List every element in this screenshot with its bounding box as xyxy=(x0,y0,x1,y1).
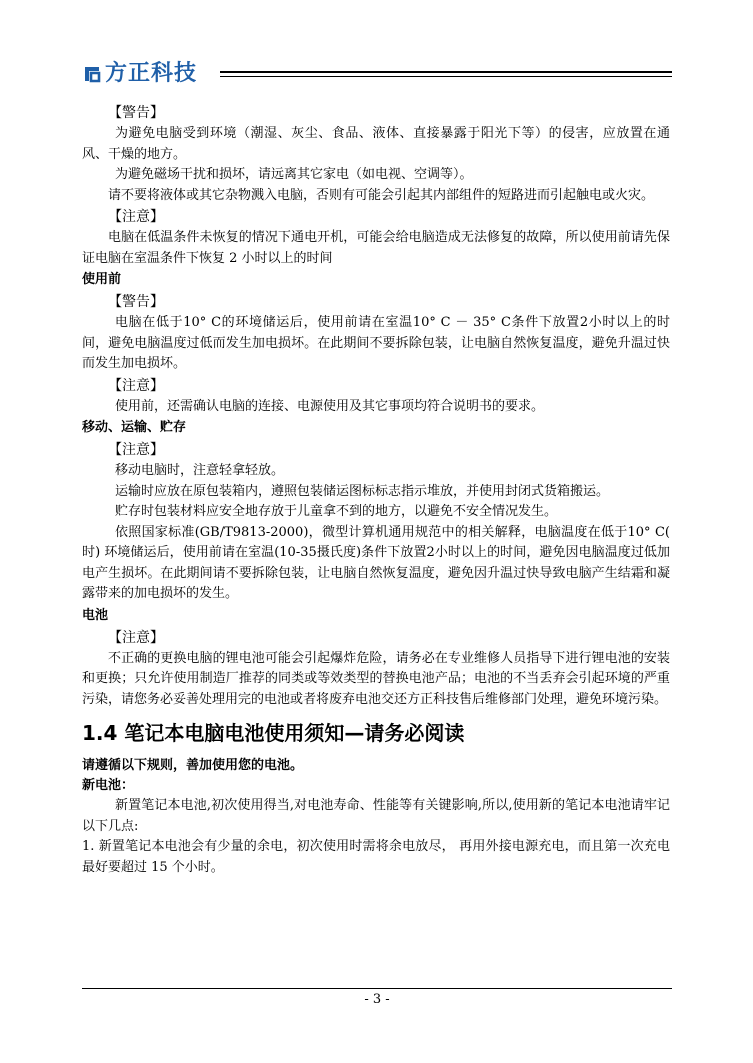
body-paragraph: 请不要将液体或其它杂物溅入电脑，否则有可能会引起其内部组件的短路进而引起触电或火灾。 xyxy=(108,187,655,203)
body-paragraph: 电脑在低于10° C的环境储运后，使用前请在室温10° C － 35° C条件下放置2小时以上的时间，避免电脑温度过低而发生加电损坏。在此期间不要拆除包装，让电脑自然恢复温度，避免升温过快而发生加电损坏。 xyxy=(82,315,670,371)
body-paragraph: 为避免电脑受到环境（潮湿、灰尘、食品、液体、直接暴露于阳光下等）的侵害，应放置在通风、干燥的地方。 xyxy=(82,126,670,162)
page-header xyxy=(82,58,672,90)
section-heading: 使用前 xyxy=(82,272,122,287)
body-paragraph: 依照国家标准(GB/T9813-2000)，微型计算机通用规范中的相关解释，电脑温度在低于10° C( 时) 环境储运后，使用前请在室温(10-35摄氏度)条件下放置2小时以上的时间，避免因电脑温度过低加电产生损坏。在此期间请不要拆除包装，让电脑自然恢复温度，避免因升温过快导致电脑产生结霜和凝露带来的加电损坏的发生。 xyxy=(82,524,670,601)
notice-label: 【警告】 xyxy=(108,294,164,310)
body-paragraph: 新置笔记本电池,初次使用得当,对电池寿命、性能等有关键影响,所以,使用新的笔记本电池请牢记以下几点: xyxy=(82,798,670,834)
body-paragraph: 使用前，还需确认电脑的连接、电源使用及其它事项均符合说明书的要求。 xyxy=(115,398,545,414)
header-rule-thin xyxy=(220,76,672,77)
notice-label: 【注意】 xyxy=(108,629,164,646)
footer-rule xyxy=(82,988,672,989)
body-paragraph: 不正确的更换电脑的锂电池可能会引起爆炸危险，请务必在专业维修人员指导下进行锂电池的安装和更换；只允许使用制造厂推荐的同类或等效类型的替换电池产品；电池的不当丢弃会引起环境的严重污染，请您务必妥善处理用完的电池或者将废弃电池交还方正科技售后维修部门处理，避免环境污染。 xyxy=(82,650,670,707)
notice-label: 【注意】 xyxy=(108,377,164,394)
body-paragraph: 电脑在低温条件未恢复的情况下通电开机，可能会给电脑造成无法修复的故障，所以使用前请先保证电脑在室温条件下恢复 2 小时以上的时间 xyxy=(82,230,670,266)
body-paragraph: 贮存时包装材料应安全地存放于儿童拿不到的地方，以避免不安全情况发生。 xyxy=(115,504,558,519)
body-paragraph: 1. 新置笔记本电池会有少量的余电，初次使用时需将余电放尽， 再用外接电源充电，而且第一次充电最好要超过 15 个小时。 xyxy=(82,839,670,875)
body-paragraph: 运输时应放在原包装箱内，遵照包装储运图标标志指示堆放，并使用封闭式货箱搬运。 xyxy=(115,483,610,499)
chapter-heading: 1.4 笔记本电脑电池使用须知—请务必阅读 xyxy=(82,721,465,745)
document-body xyxy=(82,102,670,878)
body-paragraph: 为避免磁场干扰和损坏，请远离其它家电（如电视、空调等）。 xyxy=(115,167,473,182)
section-heading: 电池 xyxy=(82,607,109,623)
section-heading: 移动、运输、贮存 xyxy=(82,420,187,435)
logo-text: 方正科技 xyxy=(105,61,198,86)
notice-label: 【注意】 xyxy=(108,209,164,225)
bold-line: 请遵循以下规则，善加使用您的电池。 xyxy=(82,758,304,773)
page-number: - 3 - xyxy=(364,992,390,1007)
body-paragraph: 移动电脑时，注意轻拿轻放。 xyxy=(115,463,285,478)
header-rule-thick xyxy=(220,71,672,73)
logo-mark-icon xyxy=(82,64,102,84)
notice-label: 【警告】 xyxy=(108,105,164,121)
notice-label: 【注意】 xyxy=(108,442,164,458)
bold-line: 新电池： xyxy=(82,778,135,793)
company-logo xyxy=(82,60,197,88)
